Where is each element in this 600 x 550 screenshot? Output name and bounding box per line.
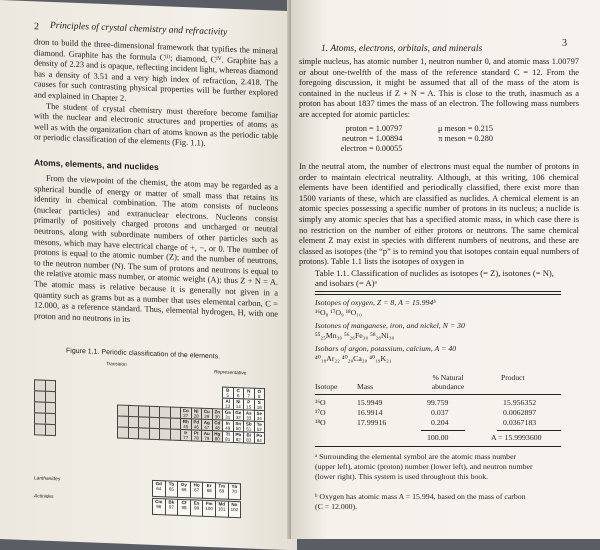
element-cell: Bi 83: [243, 431, 255, 443]
cell-abundance: 99.759: [427, 398, 449, 407]
element-cell: Tl 81: [222, 431, 234, 443]
actinides-label: Actinides: [34, 494, 54, 501]
particle-mass: 0.280: [474, 134, 493, 144]
element-cell: Cm 96: [152, 498, 166, 516]
col-header-mass: Mass: [357, 382, 374, 391]
cell-mass: 17.99916: [357, 418, 387, 427]
mass-row: electron = 0.00055: [331, 144, 493, 154]
cell-abundance: 0.037: [431, 408, 449, 417]
element-cell: Sn 50: [233, 420, 245, 432]
cell-mass: 16.9914: [357, 408, 383, 417]
element-cell: Zn 30: [212, 408, 224, 420]
element-cell: Pt 78: [191, 429, 203, 441]
cell-mass: 15.9949: [357, 398, 383, 407]
group-members: ⁵⁵₂₅Mn₃₀ ⁵⁶₂₆Fe₃₀ ⁵⁸₂₈Ni₃₀: [315, 330, 395, 340]
element-cell: Rh 45: [180, 418, 192, 430]
element-cell: Gd 64: [152, 480, 166, 498]
footnote-a: ᵃ Surrounding the elemental symbol are the atomic mass number (upper left), atomic (proton) number (lower left), and neutron number (lower right). This system is used throughout this book.: [315, 452, 533, 481]
table-rule: [315, 394, 561, 395]
element-cell: Se 34: [254, 410, 266, 422]
paragraph-intro: simple nucleus, has atomic number 1, neutron number 0, and atomic mass 1.00797 or about one-twelfth of the mass of the reference standard C = 12. From the foregoing discussion, it might be assumed that all of the mass of the atom is contained in the nucleus if Z + N = A. This is close to the truth, inasmuch as a proton has about 1837 times the mass of an electron. The following mass numbers are accepted for atomic particles:: [299, 57, 579, 119]
cell-isotope: ¹⁷O: [315, 408, 326, 417]
element-cell: Po 84: [254, 432, 266, 444]
element-cell: Tb 65: [165, 480, 179, 498]
section-heading: Atoms, elements, and nuclides: [34, 157, 159, 173]
particle-name: μ meson: [437, 124, 466, 133]
element-cell: Dy 66: [177, 481, 191, 499]
transition-label: Transition: [106, 362, 127, 368]
element-cell: S 16: [254, 399, 266, 411]
element-cell: Es 99: [190, 499, 204, 517]
element-cell: P 15: [243, 398, 255, 410]
table-rule: [315, 291, 561, 292]
element-cell: Ge 32: [233, 409, 245, 421]
element-cell: B 5: [222, 387, 234, 399]
element-cell: In 49: [222, 420, 234, 432]
isobar-group: [315, 344, 456, 363]
element-cell: C 6: [233, 387, 245, 399]
section-paragraph: From the viewpoint of the chemist, the atom may be regarded as a spherical bundle of energy or matter of small mass that retains its identity in chemical combination. The atom consists of nucleons (nuclear particles) and extranuclear electrons. Nucleons consist primarily of positively charged protons and uncharged or neutral neutrons, along with subordinate numbers of other particles such as mesons, which may have electrical charge of +, −, or 0. The number of protons is equal to the atomic number (Z); and the number of neutrons, to the neutron number (N). The sum of protons and neutrons is equal to the relative atomic mass number, or atomic weight (A); thus Z + N = A. The atomic mass is relative because it is generally not given in a quantity such as grams but as a number that uses elemental carbon, C = 12.000, as a reference standard. Thus, elemental hydrogen, H, with one proton and no neutrons in its: [34, 173, 278, 324]
isotope-group: [315, 298, 435, 317]
left-body-text: [34, 37, 278, 152]
group-caption: Isotopes of oxygen, Z = 8, A = 15.994ᵇ: [315, 298, 436, 307]
table-rule: [315, 446, 561, 447]
element-cell: As 33: [243, 409, 255, 421]
table-rule: [315, 294, 561, 295]
paragraph: dron to build the three-dimensional framework that typifies the mineral diamond. Graphite has the formula Cᴵᴵᴵ; diamond, Cᴵⱽ. Graphite has a density of 2.23 and is opaque, reflecting incident light, whereas diamond has a density of 3.51 and a very high index of refraction, 2.418. The causes for such contrasting physical properties will be further explored and explained in Chapter 2.: [34, 37, 278, 103]
paragraph: The student of crystal chemistry must therefore become familiar with the nuclear and electronic structures and properties of atoms as well as with the organization chart of atoms known as the periodic table or periodic classification of the elements (Fig. 1.1).: [34, 101, 278, 149]
element-cell: Au 79: [201, 430, 213, 442]
element-cell: Si 14: [233, 398, 245, 410]
col-header-isotope: Isotope: [315, 382, 338, 391]
isotone-group: [315, 321, 465, 340]
element-cell: Co 27: [180, 407, 192, 419]
element-cell: No 102: [228, 501, 242, 519]
lanthanides-label: Lanthanides: [34, 476, 61, 483]
element-cell: Sb 51: [243, 420, 255, 432]
particle-mass: 0.215: [474, 124, 493, 133]
element-cell: Ir 77: [180, 429, 192, 441]
cell-isotope: ¹⁶O: [315, 398, 326, 407]
total-product: A = 15.9993600: [491, 433, 542, 442]
running-head-right: 1. Atoms, electrons, orbitals, and minerals: [321, 44, 483, 54]
element-cell: Yb 70: [228, 483, 242, 501]
particle-name: electron: [340, 144, 367, 154]
element-cell: Er 68: [202, 482, 216, 500]
right-page: [291, 0, 600, 539]
mass-list: [331, 124, 493, 155]
page-number-right: 3: [562, 38, 567, 49]
element-cell: Cu 29: [201, 408, 213, 420]
element-cell: Cf 98: [177, 499, 191, 517]
footnote-b: ᵇ Oxygen has atomic mass A = 15.994, based on the mass of carbon (C = 12.000).: [315, 492, 526, 511]
element-cell: Pb 82: [233, 431, 245, 443]
element-cell: N 7: [243, 387, 255, 399]
element-cell: Md 101: [215, 500, 229, 518]
periodic-table-figure: [34, 357, 284, 527]
col-header-product: Product: [501, 373, 525, 382]
group-caption: Isobars of argon, potassium, calcium, A = 40: [315, 344, 457, 353]
element-cell: Cd 48: [212, 419, 224, 431]
page-number-left: 2: [34, 21, 39, 33]
group-caption: Isotones of manganese, iron, and nickel, N = 30: [315, 321, 465, 330]
cell-product: 0.0062897: [503, 408, 537, 417]
particle-mass: 1.00797: [375, 124, 403, 133]
element-cell: Ni 28: [191, 407, 203, 419]
element-cell: Ho 67: [190, 481, 204, 499]
group-members: ⁴⁰₁₈Ar₂₂ ⁴⁰₂₀Ca₂₀ ⁴⁰₁₉K₂₁: [315, 353, 392, 363]
mass-row: neutron = 1.00894 π meson = 0.280: [331, 134, 493, 144]
particle-name: π meson: [438, 134, 466, 144]
element-cell: Hg 80: [212, 430, 224, 442]
cell-abundance: 0.204: [431, 418, 449, 427]
particle-name: neutron: [341, 134, 367, 144]
table-title: Table 1.1. Classification of nuclides as isotopes (= Z), isotones (= N), and isobars (= A)ᵃ: [315, 268, 554, 289]
element-cell-blank: [170, 429, 182, 441]
particle-name: proton: [345, 124, 367, 133]
paragraph-nuclides: In the neutral atom, the number of electrons must equal the number of protons in order to maintain electrical neutrality. Although, at this writing, 106 chemical elements have been identified and periodically classified, there exist more than 1500 variants of these, which are classified as nuclides. A chemical element is an atomic species possessing a specific number of protons in its nucleus; a nuclide is simply any atomic species that has a specified atomic mass, in which case there is no restriction on the number of either protons or neutrons. The same chemical element Z may exist in species with different numbers of neutrons, and these are classed as isotopes (the “p” is to remind you that isotopes contain equal numbers of protons). Table 1.1 lists the isotopes of oxygen in: [299, 162, 579, 267]
sum-rule: [421, 430, 465, 431]
element-cell: Pd 46: [191, 418, 203, 430]
running-head-left: Principles of crystal chemistry and refractivity: [50, 20, 228, 38]
element-cell: Ga 31: [222, 409, 234, 421]
element-cell: O 8: [254, 388, 266, 400]
col-header-abundance: % Natural abundance: [431, 373, 465, 391]
total-abundance: 100.00: [427, 433, 449, 442]
element-cell: Al 13: [222, 398, 234, 410]
figure-caption: Figure 1.1. Periodic classification of the elements.: [66, 347, 221, 361]
representative-label: Representative: [214, 370, 247, 377]
element-cell-blank: [45, 424, 57, 436]
left-page: [0, 0, 297, 550]
cell-isotope: ¹⁸O: [315, 418, 326, 427]
cell-product: 15.956352: [503, 398, 537, 407]
mass-row: proton = 1.00797 μ meson = 0.215: [331, 124, 493, 134]
sum-rule: [497, 430, 561, 431]
group-members: ¹⁶O₈ ¹⁷O₉ ¹⁸O₁₀: [315, 307, 362, 317]
element-cell: Te 52: [254, 421, 266, 433]
particle-mass: 1.00894: [375, 134, 403, 144]
element-cell: Bk 97: [165, 498, 179, 516]
cell-product: 0.0367183: [503, 418, 537, 427]
element-cell: Ag 47: [201, 419, 213, 431]
element-cell: Tm 69: [215, 482, 229, 500]
particle-mass: 0.00055: [375, 144, 403, 154]
element-cell: Fm 100: [202, 500, 216, 518]
